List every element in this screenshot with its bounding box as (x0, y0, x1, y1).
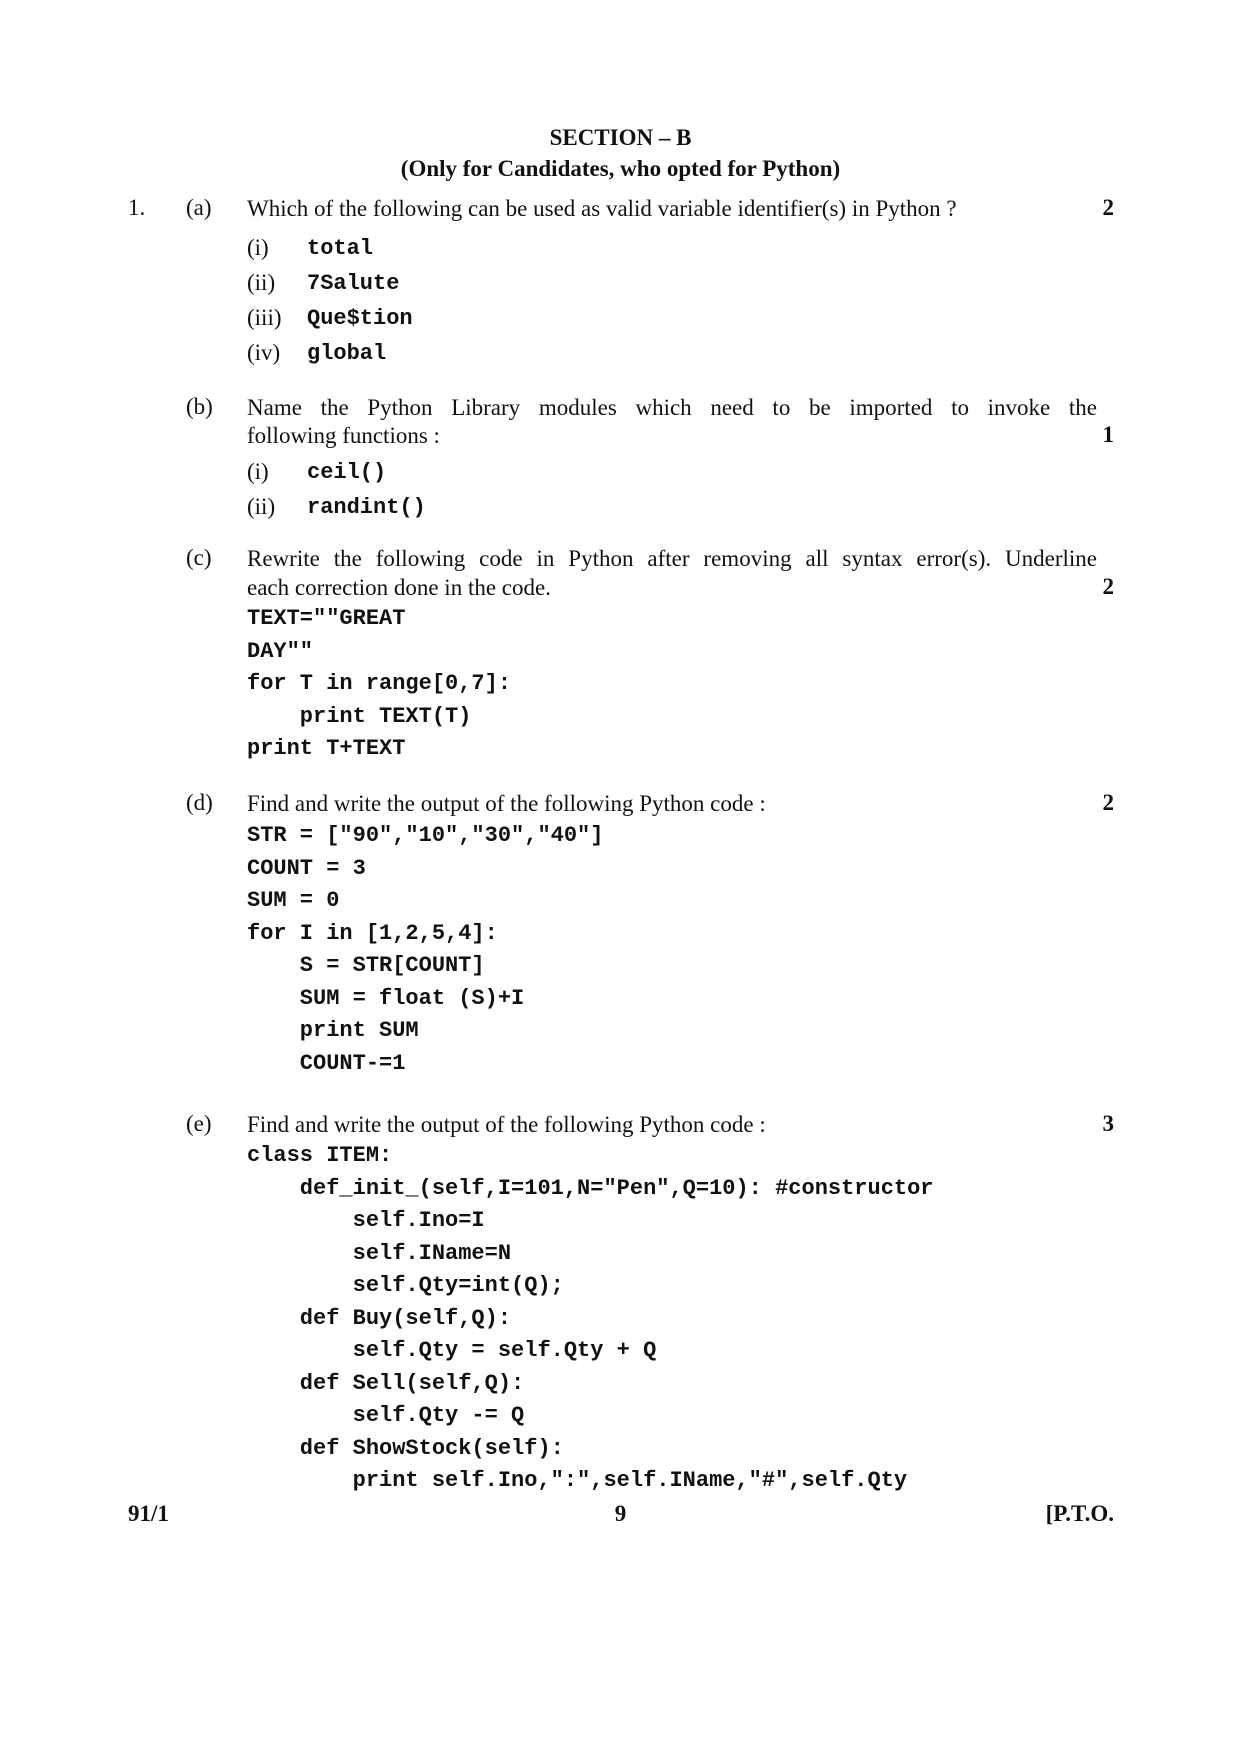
code-line: self.Qty = self.Qty + Q (247, 1338, 657, 1363)
option (247, 455, 386, 489)
code-block (247, 1140, 934, 1498)
question-number: 1. (128, 195, 146, 220)
code-line: class ITEM: (247, 1143, 393, 1168)
code-line: COUNT-=1 (247, 1050, 406, 1076)
code-line: def Sell(self,Q): (247, 1370, 525, 1396)
option (247, 266, 399, 300)
option-code: randint() (307, 494, 426, 520)
option-number: (ii) (247, 270, 276, 295)
question-text-line1: Rewrite the following code in Python after removing all syntax error(s). Underline (247, 546, 1097, 571)
option-number: (i) (247, 459, 269, 484)
question-text-line1: Name the Python Library modules which need to be imported to invoke the (247, 395, 1097, 420)
question-text: Find and write the output of the following Python code : (247, 791, 766, 816)
code-line: SUM = float (S)+I (247, 985, 525, 1011)
code-line: def Buy(self,Q): (247, 1305, 512, 1331)
code-line: SUM = 0 (247, 888, 340, 913)
code-line: print TEXT(T) (247, 703, 472, 729)
option-code: global (307, 340, 387, 366)
marks: 2 (1102, 195, 1114, 220)
code-line: print self.Ino,":",self.IName,"#",self.Qty (247, 1468, 908, 1493)
paper-code: 91/1 (128, 1501, 169, 1526)
section-title: SECTION – B (549, 125, 692, 150)
question-text-line2: following functions : (247, 423, 440, 448)
code-line: for T in range[0,7]: (247, 671, 512, 696)
option-number: (iii) (247, 305, 282, 330)
marks: 2 (1102, 574, 1114, 599)
code-line: TEXT=""GREAT (247, 606, 406, 631)
part-label: (d) (186, 790, 213, 815)
code-line: for I in [1,2,5,4]: (247, 920, 498, 946)
question-text-line2: each correction done in the code. (247, 575, 551, 600)
code-line: def ShowStock(self): (247, 1435, 564, 1461)
part-label: (c) (186, 545, 212, 570)
option-code: total (307, 235, 374, 261)
code-line: STR = ["90","10","30","40"] (247, 823, 604, 848)
code-block (247, 603, 511, 766)
option-number: (i) (247, 235, 269, 260)
code-line: S = STR[COUNT] (247, 953, 485, 978)
page-number: 9 (614, 1501, 627, 1526)
section-subtitle: (Only for Candidates, who opted for Python) (400, 156, 841, 181)
code-line: self.Qty=int(Q); (247, 1273, 564, 1298)
code-line: COUNT = 3 (247, 855, 366, 881)
code-line: DAY"" (247, 638, 314, 664)
marks: 3 (1102, 1111, 1114, 1136)
code-block (247, 820, 603, 1080)
marks: 1 (1102, 422, 1114, 447)
marks: 2 (1102, 790, 1114, 815)
code-line: self.Ino=I (247, 1208, 485, 1233)
option (247, 231, 373, 265)
option (247, 301, 413, 335)
code-line: print T+TEXT (247, 736, 406, 761)
code-line: print SUM (247, 1018, 419, 1043)
pto-label: [P.T.O. (1045, 1501, 1114, 1526)
option-number: (iv) (247, 340, 281, 365)
option (247, 336, 386, 370)
code-line: def_init_(self,I=101,N="Pen",Q=10): #constructor (247, 1175, 934, 1201)
option-code: ceil() (307, 459, 387, 485)
option (247, 490, 426, 524)
part-label: (b) (186, 394, 213, 419)
option-code: 7Salute (307, 270, 400, 296)
part-label: (a) (186, 195, 212, 220)
code-line: self.Qty -= Q (247, 1403, 525, 1428)
question-text: Which of the following can be used as valid variable identifier(s) in Python ? (247, 196, 957, 221)
code-line: self.IName=N (247, 1240, 512, 1266)
question-text: Find and write the output of the following Python code : (247, 1112, 766, 1137)
option-number: (ii) (247, 494, 276, 519)
option-code: Que$tion (307, 305, 413, 331)
part-label: (e) (186, 1111, 212, 1136)
